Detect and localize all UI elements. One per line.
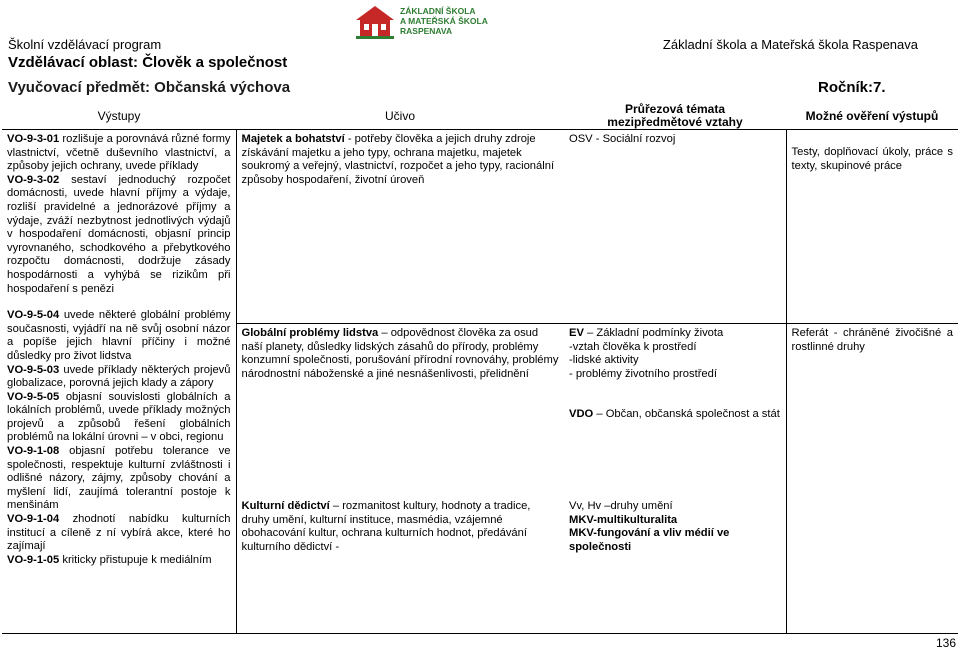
cross-topic-line: -vztah člověka k prostředí (569, 340, 697, 353)
output-text: rozlišuje a porovnává různé formy vlastnictví, včetně duševního vlastnictví, a způsoby jejich ochrany, uvede příklady (7, 133, 231, 173)
curriculum-title: Majetek a bohatství (241, 133, 345, 145)
output-item (7, 174, 231, 296)
output-code: VO-9-1-04 (7, 513, 60, 526)
program-title: Školní vzdělávací program (8, 37, 162, 52)
output-item (7, 554, 231, 568)
verification-cell (786, 324, 958, 498)
cross-topic-title: EV (569, 327, 584, 339)
logo-line-3: RASPENAVA (400, 26, 453, 36)
table-header-row (2, 103, 958, 130)
verification-text: Referát - chráněné živočišné a rostlinné druhy (791, 327, 953, 353)
cross-topic-text: – Občan, občanská společnost a stát (593, 408, 780, 421)
output-code: VO-9-5-04 (7, 309, 60, 322)
output-text: uvede některé globální problémy současnosti, vyjádří na ně svůj osobní názor a popíše jejich hlavní příčiny i možné důsledky pro život lidstva (7, 309, 231, 362)
curriculum-table (2, 103, 958, 634)
header-verification: Možné ověření výstupů (786, 103, 958, 130)
cross-topic-title: VDO (569, 408, 594, 421)
cross-topic (569, 327, 781, 341)
output-text: uvede příklady některých projevů globalizace, porovná jejich klady a zápory (7, 363, 231, 390)
output-item (7, 309, 231, 363)
verification-cell (786, 497, 958, 634)
cross-topics-cell (564, 497, 786, 634)
output-item (7, 513, 231, 554)
curriculum-title: Globální problémy lidstva (241, 327, 379, 339)
header-cross-line-2: mezipředmětové vztahy (607, 115, 743, 129)
logo-line-2: A MATEŘSKÁ ŠKOLA (400, 16, 488, 26)
cross-topic-line: MKV-fungování a vliv médií ve společnosti (569, 527, 730, 553)
output-item (7, 133, 231, 174)
school-building-icon (352, 2, 398, 42)
header-cross-topics (564, 103, 786, 130)
outputs-cell (2, 130, 236, 634)
verification-text: Testy, doplňovací úkoly, práce s texty, skupinové práce (791, 146, 953, 172)
cross-topic-line: -lidské aktivity (569, 354, 639, 367)
curriculum-text: – rozmanitost kultury, hodnoty a tradice, druhy umění, kulturní instituce, masmédia, vzájemné obohacování kultur, ochrana kulturních hodnot, předávání kulturního dědictví - (241, 500, 531, 553)
table-row (2, 130, 958, 324)
output-code: VO-9-1-05 (7, 553, 60, 566)
cross-topic: OSV - Sociální rozvoj (569, 133, 676, 145)
curriculum-cell (236, 130, 564, 324)
output-text: kriticky přistupuje k mediálním (62, 553, 212, 566)
header-outputs: Výstupy (2, 103, 236, 130)
curriculum-title: Kulturní dědictví (241, 500, 330, 512)
output-code: VO-9-3-01 (7, 133, 60, 145)
header-cross-line-1: Průřezová témata (624, 102, 726, 116)
curriculum-text: – odpovědnost člověka za osud naší planety, důsledky lidských zásahů do přírody, problémy konzumní společnosti, porušování přírodní rovnováhy, problémy národnostní náboženské a jiné nesnášenlivosti, přelidnění (241, 327, 559, 380)
output-item (7, 391, 231, 445)
cross-topic-line: Vv, Hv –druhy umění (569, 500, 673, 512)
curriculum-cell (236, 497, 564, 634)
output-text: sestaví jednoduchý rozpočet domácnosti, uvede hlavní příjmy a výdaje, rozliší pravidelné a jednorázové příjmy a výdaje, zváží nezbytnost jednotlivých výdajů v hospodaření domácnosti, objasní princip vyrovnaného, schodkového a přebytkového rozpočtu domácnosti, dodržuje zásady hospodárnosti a vyhýbá se rizikům při hospodaření s penězi (7, 173, 231, 295)
education-area: Vzdělávací oblast: Člověk a společnost (8, 54, 288, 71)
output-code: VO-9-3-02 (7, 173, 60, 186)
cross-topic-line: - problémy životního prostředí (569, 367, 717, 380)
curriculum-cell (236, 324, 564, 498)
cross-topics-cell (564, 130, 786, 324)
header-curriculum: Učivo (236, 103, 564, 130)
cross-topic-line: MKV-multikulturalita (569, 513, 678, 526)
output-text: objasní potřebu tolerance ve společnosti, respektuje kulturní zvláštnosti i odlišné názory, zájmy, způsoby chování a myšlení lidí, zaujímá tolerantní postoje k menšinám (7, 445, 231, 512)
output-code: VO-9-5-03 (7, 363, 60, 376)
school-name: Základní škola a Mateřská škola Raspenava (662, 37, 918, 52)
output-code: VO-9-5-05 (7, 390, 60, 403)
page-number: 136 (935, 636, 956, 650)
subject-title: Vyučovací předmět: Občanská výchova (8, 79, 291, 96)
output-code: VO-9-1-08 (7, 445, 60, 458)
cross-topic-text: – Základní podmínky života (583, 327, 724, 339)
grade-label: Ročník:7. (818, 79, 886, 96)
cross-topics-cell (564, 324, 786, 498)
output-text: objasní souvislosti globálních a lokálních problémů, uvede příklady možných projevů a způsobů řešení globálních problémů na lokální úrovni – v obci, regionu (7, 390, 231, 444)
output-item (7, 445, 231, 513)
verification-cell (786, 130, 958, 324)
school-logo (352, 2, 492, 42)
cross-topic (569, 408, 781, 422)
output-text: zhodnotí nabídku kulturních institucí a cíleně z ní vybírá akce, které ho zajímají (7, 513, 231, 553)
curriculum-text: - potřeby člověka a jejich druhy zdroje získávání majetku a jeho typy, ochrana majetku, majetek soukromý a veřejný, vlastnictví, rozpočet a jeho typy, racionální způsoby hospodaření, životní úroveň (241, 133, 555, 186)
output-item (7, 364, 231, 391)
logo-line-1: ZÁKLADNÍ ŠKOLA (400, 6, 476, 16)
